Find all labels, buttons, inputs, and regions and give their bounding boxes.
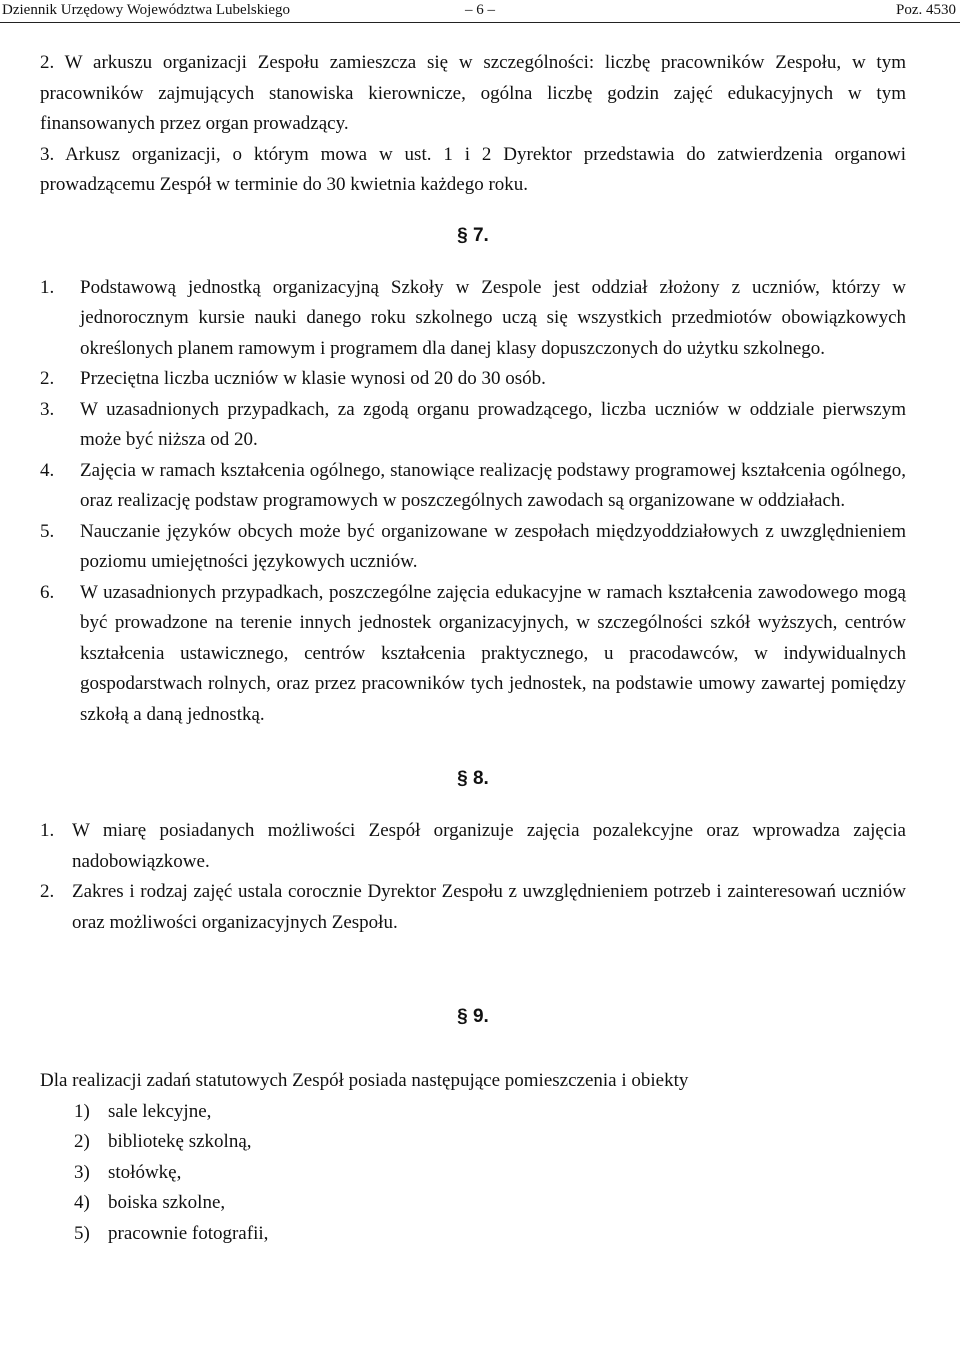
item-text: Przeciętna liczba uczniów w klasie wynosi od 20 do 30 osób. [80, 368, 546, 389]
paragraph: 3. Arkusz organizacji, o którym mowa w ust. 1 i 2 Dyrektor przedstawia do zatwierdzenia organowi prowadzącemu Zespół w terminie do 30 kwietnia każdego roku. [40, 143, 906, 195]
list-item [40, 1158, 906, 1189]
section-9 [40, 1066, 906, 1249]
numbered-item [40, 456, 906, 517]
item-number: 2) [74, 1131, 90, 1152]
list-item [40, 1219, 906, 1250]
journal-title: Dziennik Urzędowy Województwa Lubelskiego [2, 2, 291, 18]
list-item [40, 1188, 906, 1219]
item-number: 1. [40, 820, 55, 841]
section-title: § 9. [457, 1006, 489, 1027]
item-number: 5) [74, 1222, 90, 1244]
page-number: – 6 – [465, 2, 495, 18]
document-body [40, 48, 906, 1249]
item-text: bibliotekę szkolną, [108, 1131, 252, 1152]
item-text: boiska szkolne, [108, 1192, 226, 1213]
item-text: W uzasadnionych przypadkach, poszczególne zajęcia edukacyjne w ramach kształcenia zawodowego mogą być prowadzone na terenie innych jednostek organizacyjnych, w szczególności szkół wyższych, centrów kształcenia ustawicznego, centrów kształcenia praktycznego, u pracodawców, w indywidualnych gospodarstwach rolnych, oraz przez pracowników tych jednostek, na podstawie umowy zawartej pomiędzy szkołą a daną jednostką. [80, 581, 906, 725]
numbered-item [40, 364, 906, 395]
numbered-item [40, 816, 906, 877]
numbered-item [40, 273, 906, 365]
numbered-item [40, 517, 906, 578]
item-number: 2. [40, 881, 55, 902]
item-number: 5. [40, 520, 55, 542]
item-number: 1. [40, 276, 55, 298]
paragraph: 2. W arkuszu organizacji Zespołu zamieszcza się w szczególności: liczbę pracowników Zespołu, w tym pracowników zajmujących stanowiska kierownicze, ogólna liczbę godzin zajęć edukacyjnych w tym finansowanych przez organ prowadzący. [40, 52, 906, 134]
section-8 [40, 816, 906, 938]
paragraph: Dla realizacji zadań statutowych Zespół posiada następujące pomieszczenia i obiekty [40, 1070, 689, 1091]
section-6-continuation [40, 48, 906, 201]
item-text: Podstawową jednostką organizacyjną Szkoły w Zespole jest oddział złożony z uczniów, którzy w jednorocznym kursie nauki danego roku szkolnego uczą się wszystkich przedmiotów obowiązkowych określonych planem ramowym i programem dla danej klasy dopuszczonych do użytku szkolnego. [80, 276, 906, 359]
item-number: 1) [74, 1100, 90, 1122]
page-header [0, 0, 960, 23]
numbered-item [40, 877, 906, 938]
item-number: 4. [40, 459, 55, 481]
item-text: sale lekcyjne, [108, 1100, 212, 1122]
position-number: Poz. 4530 [896, 2, 956, 18]
item-text: Zajęcia w ramach kształcenia ogólnego, stanowiące realizację podstawy programowej kształcenia ogólnego, oraz realizację podstaw programowych w poszczególnych zawodach są organizowane w oddziałach. [80, 459, 906, 511]
numbered-item [40, 395, 906, 456]
section-title: § 8. [457, 768, 489, 789]
item-number: 3) [74, 1161, 90, 1183]
section-7 [40, 273, 906, 731]
numbered-item [40, 578, 906, 731]
section-title: § 7. [457, 224, 489, 246]
list-item [40, 1127, 906, 1158]
item-number: 4) [74, 1192, 90, 1213]
item-text: stołówkę, [108, 1161, 182, 1183]
item-text: W uzasadnionych przypadkach, za zgodą organu prowadzącego, liczba uczniów w oddziale pierwszym może być niższa od 20. [80, 398, 906, 450]
item-text: Zakres i rodzaj zajęć ustala corocznie Dyrektor Zespołu z uwzględnieniem potrzeb i zainteresowań uczniów oraz możliwości organizacyjnych Zespołu. [72, 881, 906, 933]
item-text: Nauczanie języków obcych może być organizowane w zespołach międzyoddziałowych z uwzględnieniem poziomu umiejętności językowych uczniów. [80, 520, 906, 572]
list-item [40, 1097, 906, 1128]
item-text: W miarę posiadanych możliwości Zespół organizuje zajęcia pozalekcyjne oraz wprowadza zajęcia nadobowiązkowe. [72, 820, 906, 872]
item-number: 2. [40, 368, 55, 389]
item-number: 3. [40, 398, 55, 420]
item-number: 6. [40, 581, 55, 603]
item-text: pracownie fotografii, [108, 1222, 269, 1244]
